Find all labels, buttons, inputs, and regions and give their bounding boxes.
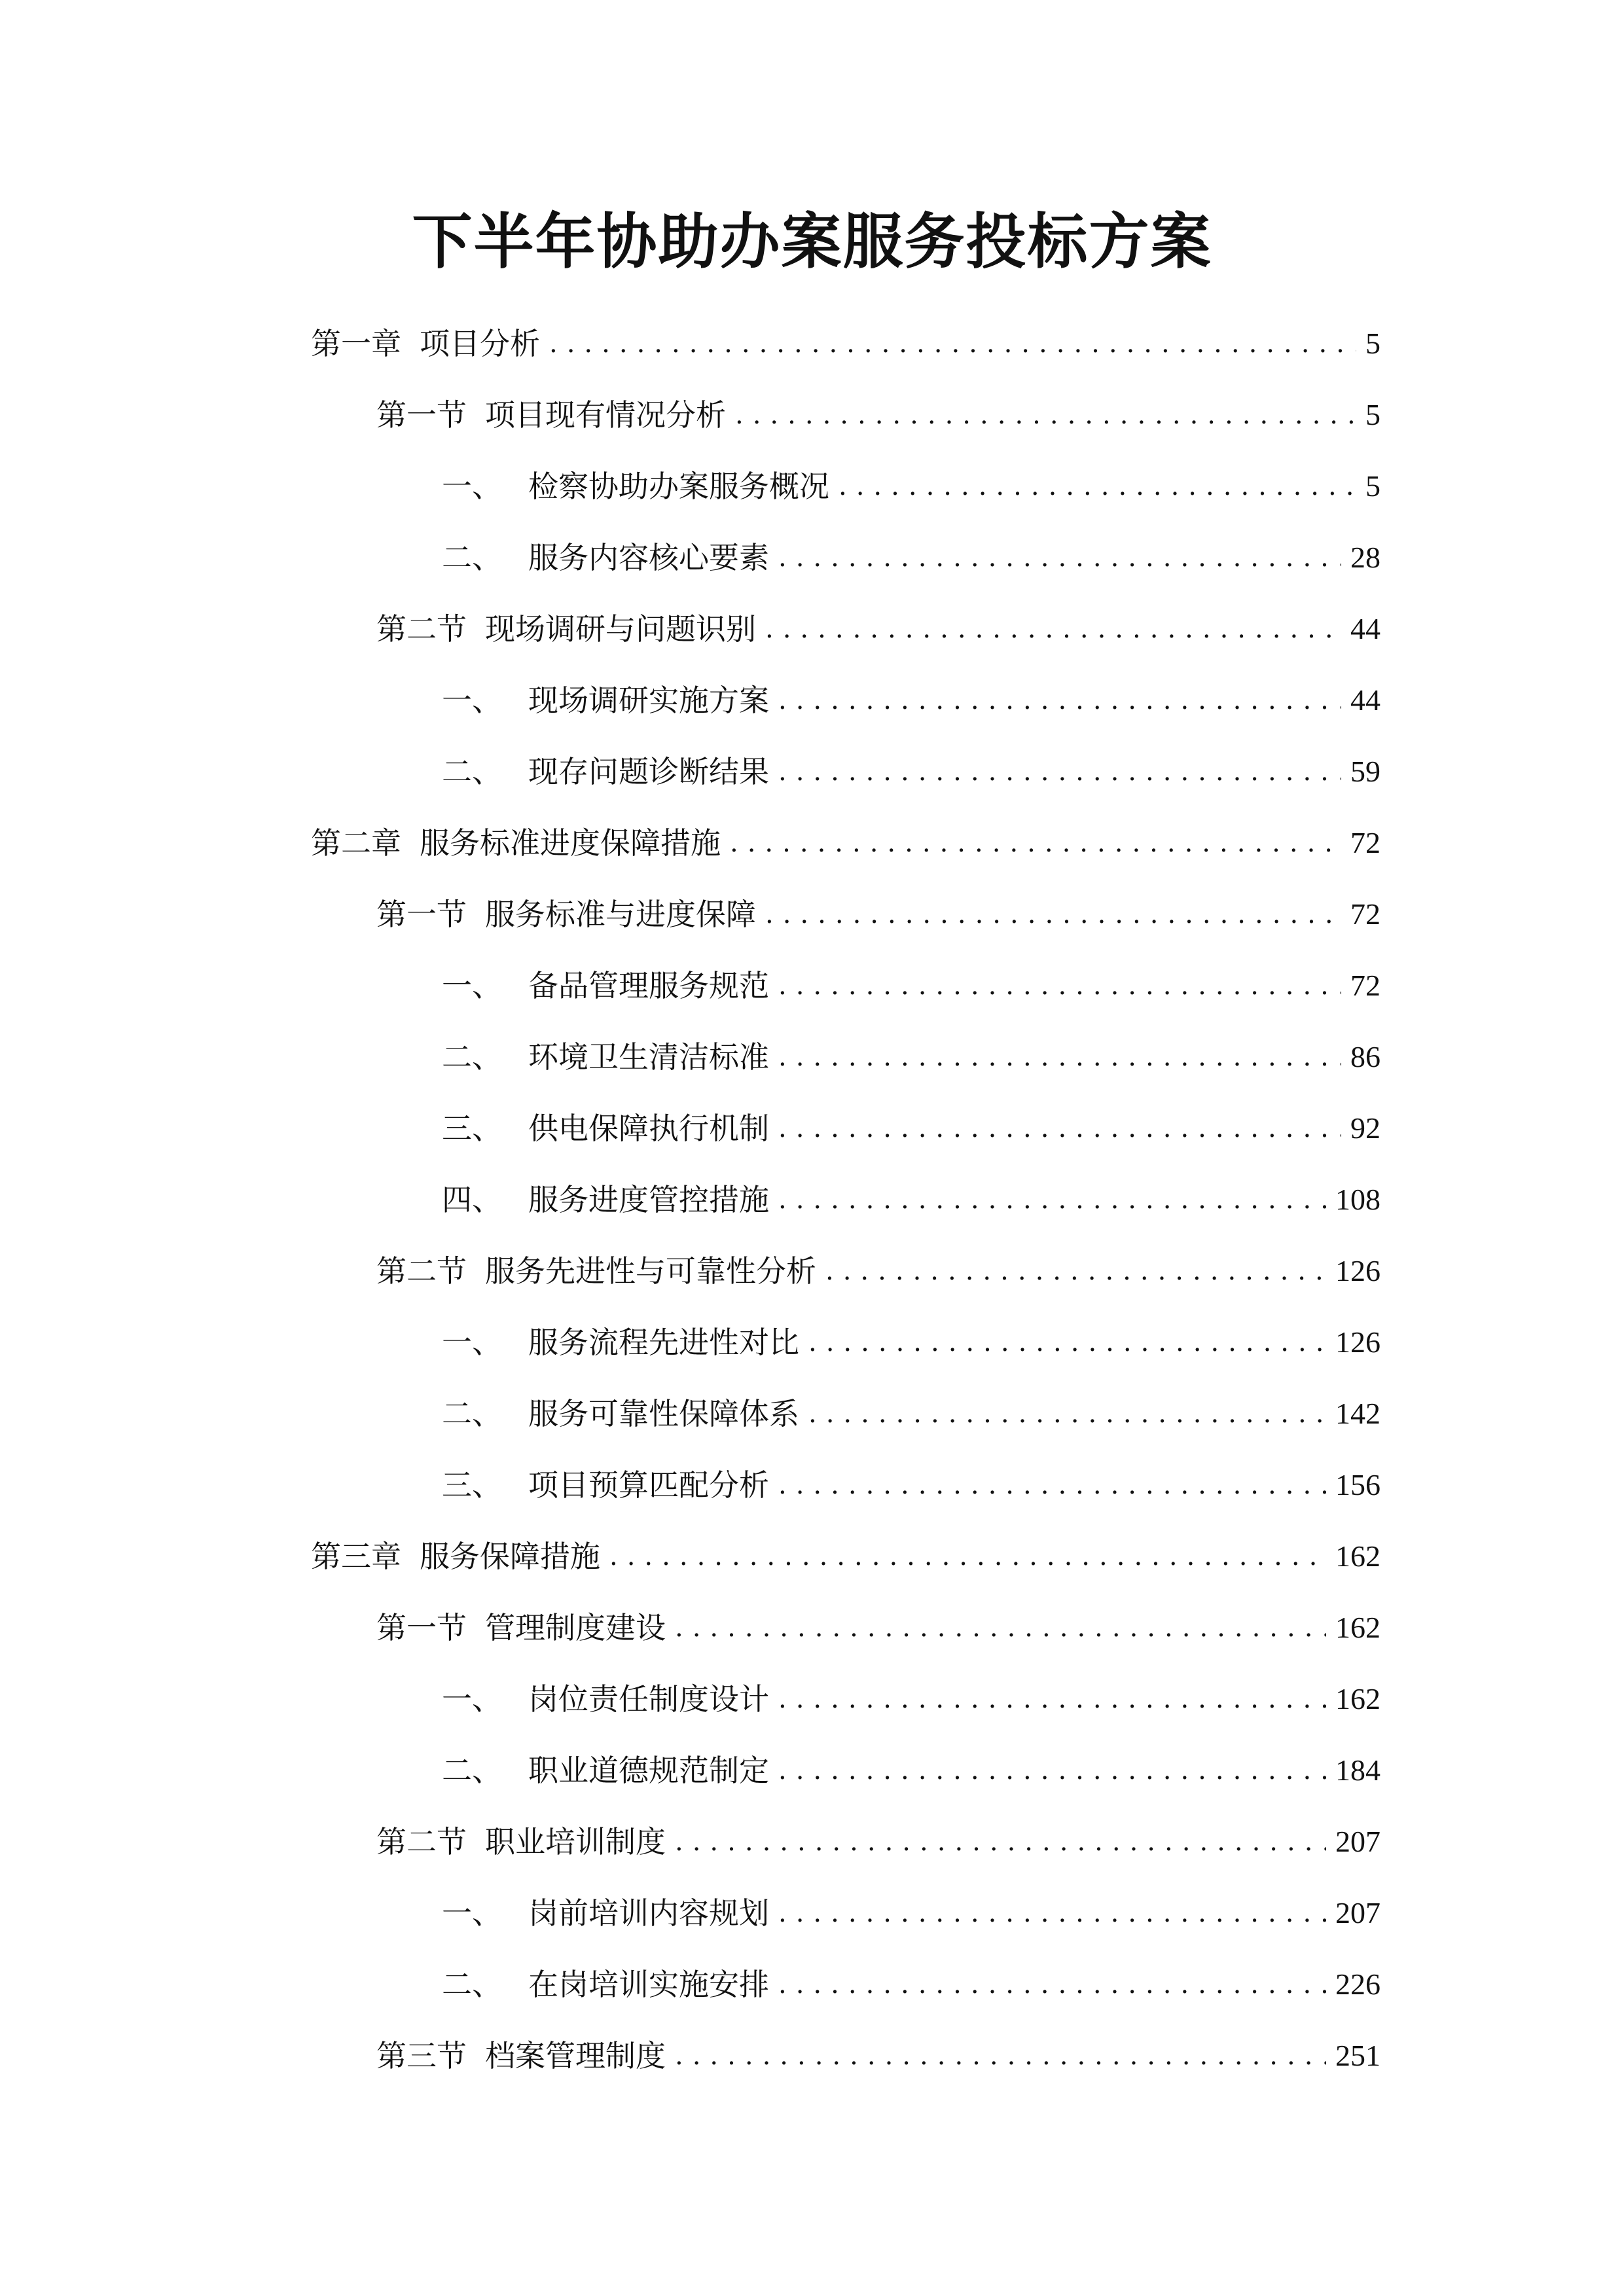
- toc-entry-label: [442, 463, 829, 509]
- toc-entry-number: 二、: [442, 1967, 502, 2002]
- toc-entry-page-number: 162: [1335, 1611, 1380, 1644]
- toc-entry-leader-dots: [675, 2033, 1326, 2079]
- toc-entry[interactable]: [376, 1819, 1380, 1865]
- toc-entry-text: 供电保障执行机制: [528, 1111, 769, 1146]
- toc-entry-text: 职业道德规范制定: [528, 1753, 769, 1788]
- toc-entry[interactable]: [442, 1034, 1380, 1080]
- toc-entry-text: 岗位责任制度设计: [528, 1681, 769, 1717]
- toc-entry-text: 现存问题诊断结果: [528, 754, 769, 789]
- toc-entry-label: [442, 1034, 769, 1080]
- toc-entry-page-number: 162: [1335, 1539, 1380, 1573]
- toc-entry-page-number: 5: [1365, 398, 1380, 431]
- toc-entry-leader-dots: [778, 1890, 1326, 1936]
- toc-entry-number: 第一章: [311, 326, 401, 361]
- toc-entry-text: 检察协助办案服务概况: [528, 469, 829, 504]
- toc-entry-text: 环境卫生清洁标准: [528, 1039, 769, 1075]
- toc-entry-leader-dots: [765, 891, 1341, 937]
- toc-entry-label: [442, 1890, 769, 1936]
- toc-entry-page-number: 86: [1350, 1040, 1380, 1073]
- toc-entry-page-number: 126: [1335, 1325, 1380, 1359]
- toc-entry-label: [376, 1605, 666, 1651]
- toc-entry-number: 二、: [442, 1039, 502, 1075]
- toc-entry-page-number: 44: [1350, 683, 1380, 717]
- toc-entry[interactable]: [442, 1748, 1380, 1793]
- toc-entry-label: [442, 1462, 769, 1508]
- toc-entry-number: 第三章: [311, 1539, 401, 1574]
- toc-entry-number: 三、: [442, 1111, 502, 1146]
- toc-entry[interactable]: [442, 1962, 1380, 2007]
- toc-entry[interactable]: [311, 321, 1380, 367]
- toc-entry-page-number: 28: [1350, 541, 1380, 574]
- toc-entry-number: 第一节: [376, 397, 467, 433]
- toc-entry[interactable]: [442, 463, 1380, 509]
- toc-entry-page-number: 72: [1350, 826, 1380, 859]
- toc-entry-leader-dots: [765, 606, 1341, 652]
- toc-entry-text: 服务进度管控措施: [528, 1182, 769, 1217]
- toc-entry-leader-dots: [808, 1391, 1326, 1437]
- toc-entry-label: [442, 1676, 769, 1722]
- toc-entry-leader-dots: [675, 1605, 1326, 1651]
- toc-entry[interactable]: [311, 1534, 1380, 1579]
- toc-entry-number: 一、: [442, 1681, 502, 1717]
- toc-entry-page-number: 59: [1350, 755, 1380, 788]
- toc-entry-leader-dots: [808, 1319, 1326, 1365]
- toc-entry-page-number: 92: [1350, 1111, 1380, 1145]
- toc-entry-label: [442, 963, 769, 1009]
- toc-entry-leader-dots: [778, 1962, 1326, 2007]
- toc-entry-leader-dots: [839, 463, 1356, 509]
- toc-entry-leader-dots: [549, 321, 1356, 367]
- toc-entry-label: [442, 1319, 799, 1365]
- toc-entry-page-number: 226: [1335, 1967, 1380, 2001]
- toc-entry-page-number: 184: [1335, 1753, 1380, 1787]
- toc-entry-page-number: 156: [1335, 1468, 1380, 1501]
- toc-entry-leader-dots: [778, 535, 1341, 581]
- toc-entry[interactable]: [376, 606, 1380, 652]
- toc-entry-label: [311, 1534, 600, 1579]
- toc-entry-text: 档案管理制度: [485, 2038, 666, 2073]
- toc-entry-label: [442, 1391, 799, 1437]
- toc-entry-leader-dots: [675, 1819, 1326, 1865]
- toc-entry-leader-dots: [778, 1034, 1341, 1080]
- toc-entry-number: 第二节: [376, 1253, 467, 1289]
- toc-entry-number: 一、: [442, 1325, 502, 1360]
- toc-entry-label: [376, 392, 726, 438]
- toc-entry-page-number: 142: [1335, 1397, 1380, 1430]
- toc-entry[interactable]: [376, 891, 1380, 937]
- toc-entry-text: 岗前培训内容规划: [528, 1895, 769, 1931]
- toc-entry-label: [311, 321, 540, 367]
- toc-entry-label: [376, 891, 756, 937]
- toc-entry-label: [442, 1748, 769, 1793]
- toc-entry-page-number: 72: [1350, 969, 1380, 1002]
- toc-entry[interactable]: [376, 1605, 1380, 1651]
- toc-entry-label: [442, 1962, 769, 2007]
- toc-entry[interactable]: [442, 1462, 1380, 1508]
- toc-entry-number: 第一节: [376, 1610, 467, 1645]
- toc-entry[interactable]: [442, 1105, 1380, 1151]
- toc-entry-number: 一、: [442, 683, 502, 718]
- toc-entry[interactable]: [442, 535, 1380, 581]
- toc-entry-text: 备品管理服务规范: [528, 968, 769, 1003]
- toc-entry-label: [442, 677, 769, 723]
- toc-entry[interactable]: [442, 749, 1380, 795]
- toc-entry-number: 一、: [442, 1895, 502, 1931]
- toc-entry[interactable]: [376, 392, 1380, 438]
- toc-entry-text: 服务先进性与可靠性分析: [485, 1253, 816, 1289]
- toc-entry-text: 服务可靠性保障体系: [528, 1396, 799, 1431]
- toc-entry-page-number: 126: [1335, 1254, 1380, 1287]
- toc-entry-leader-dots: [735, 392, 1356, 438]
- toc-entry-number: 二、: [442, 754, 502, 789]
- toc-entry-leader-dots: [778, 1676, 1326, 1722]
- toc-entry-leader-dots: [778, 1462, 1326, 1508]
- toc-entry-text: 项目现有情况分析: [485, 397, 726, 433]
- toc-entry-text: 服务流程先进性对比: [528, 1325, 799, 1360]
- toc-entry-leader-dots: [778, 1748, 1326, 1793]
- toc-entry-leader-dots: [778, 749, 1341, 795]
- toc-entry-number: 二、: [442, 540, 502, 575]
- toc-entry-page-number: 162: [1335, 1682, 1380, 1715]
- toc-entry[interactable]: [442, 1177, 1380, 1223]
- toc-entry-number: 第二章: [311, 825, 401, 861]
- toc-entry-text: 项目预算匹配分析: [528, 1467, 769, 1503]
- toc-entry-text: 服务标准进度保障措施: [420, 825, 721, 861]
- toc-entry-label: [376, 606, 756, 652]
- toc-entry-text: 职业培训制度: [485, 1824, 666, 1859]
- toc-entry-number: 第二节: [376, 1824, 467, 1859]
- toc-entry-text: 现场调研实施方案: [528, 683, 769, 718]
- toc-entry-label: [442, 749, 769, 795]
- toc-entry-leader-dots: [609, 1534, 1326, 1579]
- toc-entry-label: [376, 1819, 666, 1865]
- toc-entry-text: 服务保障措施: [420, 1539, 600, 1574]
- document-title: 下半年协助办案服务投标方案: [412, 207, 1212, 277]
- toc-entry-text: 项目分析: [420, 326, 540, 361]
- toc-entry-text: 服务内容核心要素: [528, 540, 769, 575]
- toc-entry-page-number: 207: [1335, 1825, 1380, 1858]
- toc-entry-label: [442, 1105, 769, 1151]
- toc-entry-leader-dots: [778, 677, 1341, 723]
- toc-entry-leader-dots: [778, 1177, 1326, 1223]
- toc-entry-page-number: 207: [1335, 1896, 1380, 1929]
- toc-entry-leader-dots: [825, 1248, 1326, 1294]
- toc-entry-page-number: 44: [1350, 612, 1380, 645]
- toc-entry-label: [311, 820, 721, 866]
- toc-entry-text: 现场调研与问题识别: [485, 611, 756, 647]
- toc-entry-label: [442, 535, 769, 581]
- toc-entry-page-number: 251: [1335, 2039, 1380, 2072]
- toc-entry[interactable]: [442, 1319, 1380, 1365]
- toc-entry-number: 三、: [442, 1467, 502, 1503]
- toc-entry-text: 管理制度建设: [485, 1610, 666, 1645]
- toc-entry-number: 四、: [442, 1182, 502, 1217]
- toc-entry-page-number: 5: [1365, 327, 1380, 360]
- toc-entry-number: 第三节: [376, 2038, 467, 2073]
- toc-entry-text: 在岗培训实施安排: [528, 1967, 769, 2002]
- toc-entry[interactable]: [442, 1890, 1380, 1936]
- toc-entry[interactable]: [442, 963, 1380, 1009]
- toc-entry-page-number: 5: [1365, 469, 1380, 503]
- toc-entry-text: 服务标准与进度保障: [485, 897, 756, 932]
- toc-entry[interactable]: [311, 820, 1380, 866]
- toc-entry[interactable]: [442, 1676, 1380, 1722]
- toc-entry-number: 第一节: [376, 897, 467, 932]
- toc-entry-number: 二、: [442, 1753, 502, 1788]
- toc-entry-leader-dots: [778, 963, 1341, 1009]
- toc-entry-number: 一、: [442, 469, 502, 504]
- toc-entry-label: [442, 1177, 769, 1223]
- toc-entry[interactable]: [376, 1248, 1380, 1294]
- toc-entry-leader-dots: [778, 1105, 1341, 1151]
- toc-entry[interactable]: [442, 1391, 1380, 1437]
- toc-entry-leader-dots: [730, 820, 1341, 866]
- toc-entry-page-number: 72: [1350, 897, 1380, 931]
- toc-entry-page-number: 108: [1335, 1183, 1380, 1216]
- toc-entry-label: [376, 2033, 666, 2079]
- toc-entry-number: 第二节: [376, 611, 467, 647]
- toc-entry-number: 二、: [442, 1396, 502, 1431]
- toc-entry-label: [376, 1248, 816, 1294]
- toc-entry[interactable]: [442, 677, 1380, 723]
- toc-entry[interactable]: [376, 2033, 1380, 2079]
- toc-entry-number: 一、: [442, 968, 502, 1003]
